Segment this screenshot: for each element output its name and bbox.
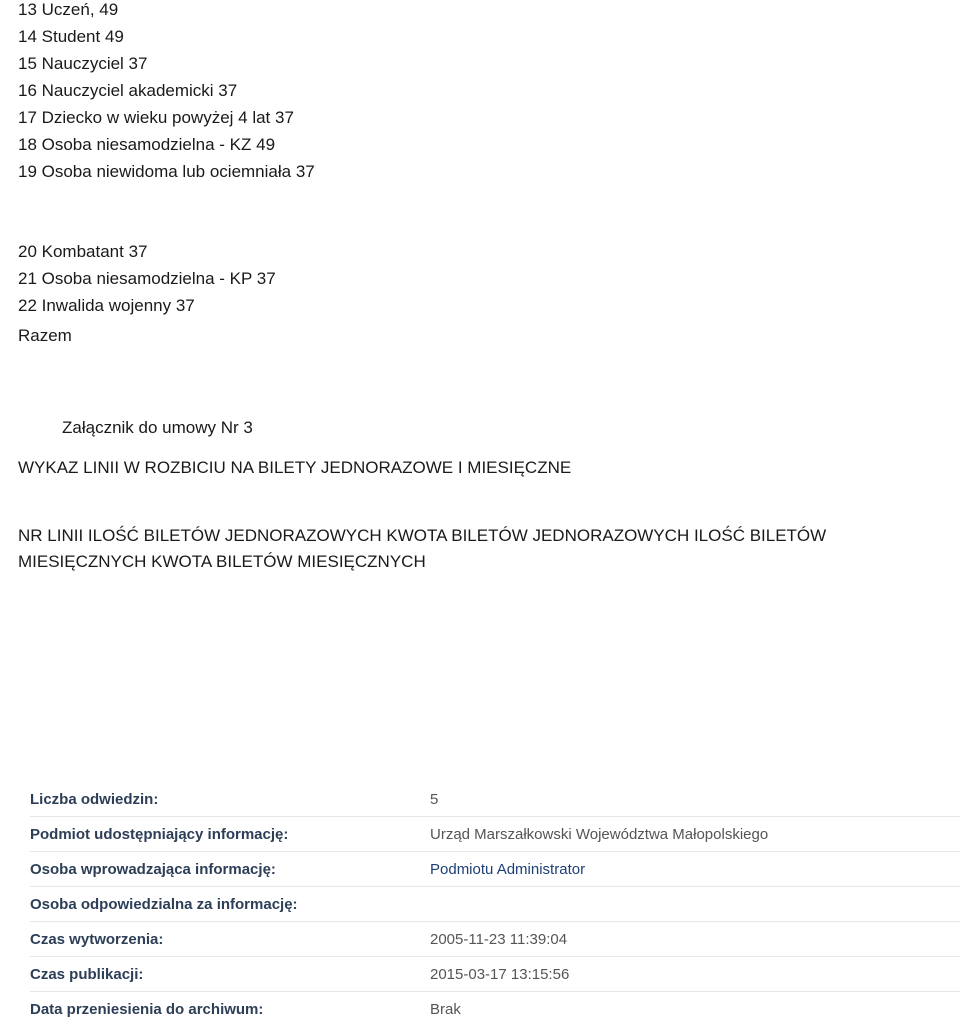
- list-item: 14 Student 49: [18, 27, 124, 46]
- list-item: 16 Nauczyciel akademicki 37: [18, 81, 238, 100]
- metadata-row: [30, 887, 960, 922]
- metadata-row: [30, 782, 960, 817]
- metadata-label: Czas publikacji:: [30, 965, 144, 983]
- metadata-label: Podmiot udostępniający informację:: [30, 825, 289, 843]
- list-item: 15 Nauczyciel 37: [18, 54, 148, 73]
- list-item: 22 Inwalida wojenny 37: [18, 296, 195, 315]
- metadata-row: [30, 992, 960, 1026]
- list-item: 18 Osoba niesamodzielna - KZ 49: [18, 135, 276, 154]
- table-column-headers: NR LINII ILOŚĆ BILETÓW JEDNORAZOWYCH KWOTA BILETÓW JEDNORAZOWYCH ILOŚĆ BILETÓW MIESIĘCZNYCH KWOTA BILETÓW MIESIĘCZNYCH: [18, 526, 827, 571]
- metadata-label: Osoba wprowadzająca informację:: [30, 860, 276, 878]
- section-heading: WYKAZ LINII W ROZBICIU NA BILETY JEDNORAZOWE I MIESIĘCZNE: [18, 458, 572, 477]
- metadata-label: Czas wytworzenia:: [30, 930, 164, 948]
- list-item: 17 Dziecko w wieku powyżej 4 lat 37: [18, 108, 294, 127]
- metadata-row: [30, 957, 960, 992]
- metadata-value: 2015-03-17 13:15:56: [430, 965, 570, 983]
- metadata-label: Osoba odpowiedzialna za informację:: [30, 895, 298, 913]
- metadata-label: Liczba odwiedzin:: [30, 790, 159, 808]
- metadata-table: [30, 782, 960, 1026]
- metadata-row: [30, 852, 960, 887]
- metadata-label: Data przeniesienia do archiwum:: [30, 1000, 264, 1018]
- metadata-value: 5: [430, 790, 439, 808]
- list-item: 19 Osoba niewidoma lub ociemniała 37: [18, 162, 315, 181]
- metadata-row: [30, 817, 960, 852]
- metadata-value: 2005-11-23 11:39:04: [430, 930, 568, 948]
- list-item: 13 Uczeń, 49: [18, 0, 119, 19]
- annex-title: Załącznik do umowy Nr 3: [62, 418, 253, 437]
- list-item: 20 Kombatant 37: [18, 242, 148, 261]
- metadata-row: [30, 922, 960, 957]
- list-item: 21 Osoba niesamodzielna - KP 37: [18, 269, 276, 288]
- metadata-value: Urząd Marszałkowski Województwa Małopolskiego: [430, 825, 769, 843]
- metadata-value: Brak: [430, 1000, 461, 1018]
- total-label: Razem: [18, 326, 72, 345]
- author-link[interactable]: Podmiotu Administrator: [430, 860, 586, 878]
